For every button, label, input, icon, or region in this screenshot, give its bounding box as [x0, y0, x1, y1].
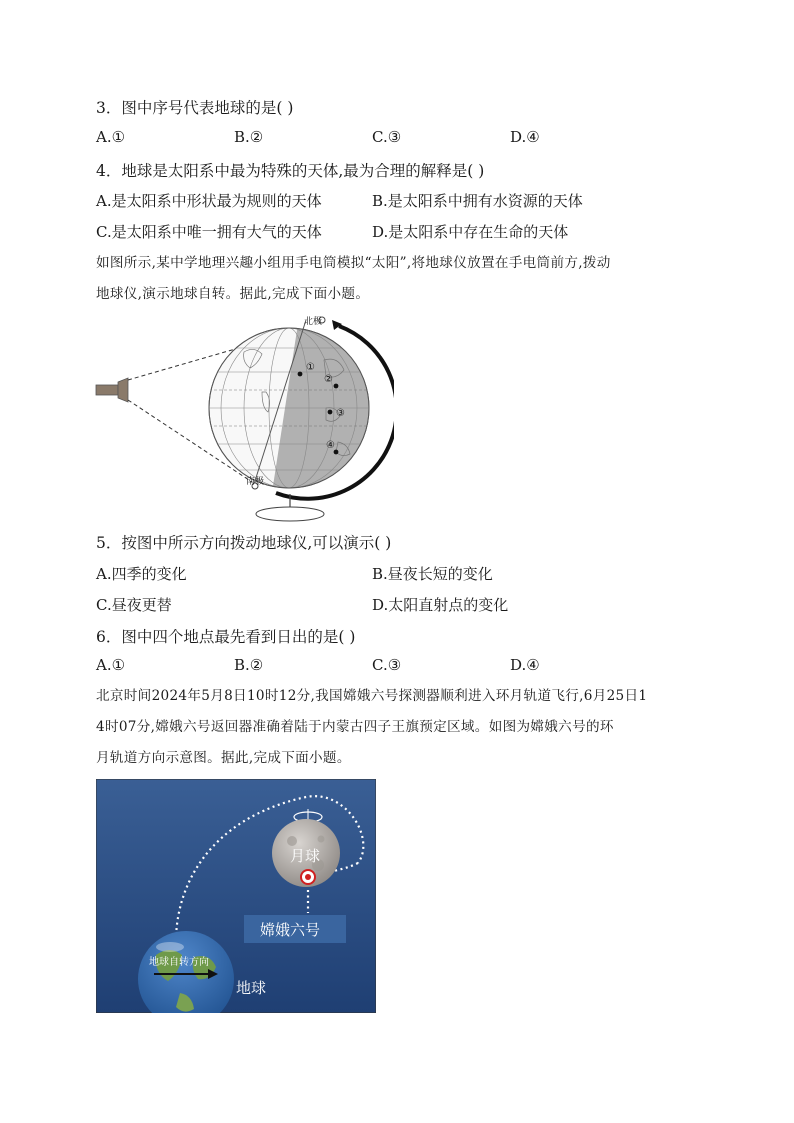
q5-option-d: D.太阳直射点的变化: [372, 596, 509, 614]
q3-option-c: C.③: [372, 128, 402, 146]
q6-option-a: A.①: [96, 656, 126, 674]
q4-option-b: B.是太阳系中拥有水资源的天体: [372, 192, 583, 210]
intro-paragraph-globe: [96, 248, 702, 310]
q3-option-d: D.④: [510, 128, 540, 146]
q4-option-a: A.是太阳系中形状最为规则的天体: [96, 192, 322, 210]
change6-orbit-figure: [96, 779, 376, 1013]
flashlight-icon: [96, 378, 128, 402]
q6-option-b: B.②: [234, 656, 264, 674]
q5-option-c: C.昼夜更替: [96, 596, 172, 614]
q4-option-c: C.是太阳系中唯一拥有大气的天体: [96, 223, 322, 241]
q6-option-c: C.③: [372, 656, 402, 674]
intro-line-1: 如图所示,某中学地理兴趣小组用手电筒模拟“太阳”,将地球仪放置在手电筒前方,拨动: [96, 255, 611, 271]
earth-rotation-label: 地球自转方向: [149, 957, 209, 968]
intro2-line-1: 北京时间2024年5月8日10时12分,我国嫦娥六号探测器顺利进入环月轨道飞行,6月25日1: [96, 688, 648, 704]
north-pole-label: 北极: [304, 317, 323, 327]
q4-option-d: D.是太阳系中存在生命的天体: [372, 223, 569, 241]
q5-option-a: A.四季的变化: [96, 565, 187, 583]
q5-stem: 5．按图中所示方向拨动地球仪,可以演示( ): [96, 534, 392, 552]
q6-stem: 6．图中四个地点最先看到日出的是( ): [96, 628, 356, 646]
point-label-4: ④: [326, 440, 335, 451]
point-1: [298, 372, 303, 377]
point-2: [334, 384, 339, 389]
globe-flashlight-figure: [94, 312, 394, 524]
intro-paragraph-change6: [96, 681, 702, 774]
q5-option-b: B.昼夜长短的变化: [372, 565, 493, 583]
q3-stem: 3．图中序号代表地球的是( ): [96, 99, 294, 117]
moon-label: 月球: [290, 847, 321, 865]
landing-target-icon: [301, 870, 315, 884]
q6-option-d: D.④: [510, 656, 540, 674]
point-label-1: ①: [306, 362, 315, 373]
point-label-2: ②: [324, 374, 333, 385]
globe-icon: [209, 317, 394, 521]
intro-line-2: 地球仪,演示地球自转。据此,完成下面小题。: [96, 286, 370, 302]
earth-label: 地球: [236, 979, 267, 997]
south-pole-label: 南极: [246, 477, 265, 487]
q4-stem: 4．地球是太阳系中最为特殊的天体,最为合理的解释是( ): [96, 162, 485, 180]
point-3: [328, 410, 333, 415]
intro2-line-3: 月轨道方向示意图。据此,完成下面小题。: [96, 750, 351, 766]
point-label-3: ③: [336, 408, 345, 419]
q3-option-b: B.②: [234, 128, 264, 146]
intro2-line-2: 4时07分,嫦娥六号返回器准确着陆于内蒙古四子王旗预定区域。如图为嫦娥六号的环: [96, 719, 614, 735]
q3-option-a: A.①: [96, 128, 126, 146]
probe-label: 嫦娥六号: [260, 921, 321, 939]
